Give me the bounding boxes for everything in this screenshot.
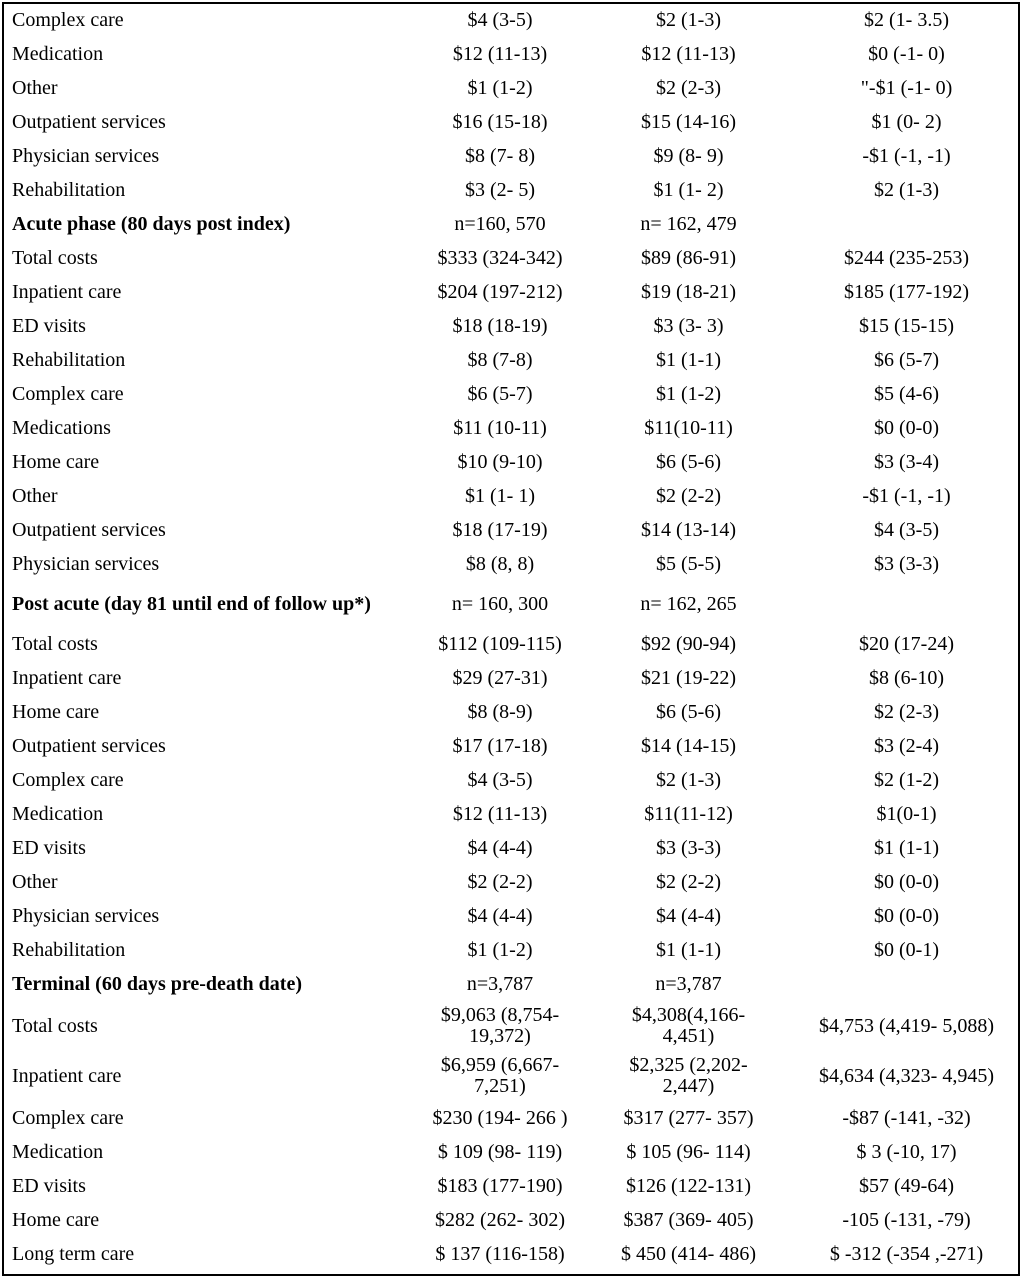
row-label-cell: Terminal (60 days pre-death date) (12, 973, 302, 995)
value-cell-c4: $4,753 (4,419- 5,088) (819, 1014, 994, 1037)
table-row (2, 71, 1020, 105)
value-cell-c2: $18 (18-19) (452, 315, 548, 337)
table-row (2, 1135, 1020, 1169)
row-label-cell: Complex care (12, 9, 124, 31)
value-cell-c4: $15 (15-15) (859, 315, 954, 337)
value-cell-c4: $8 (6-10) (869, 667, 944, 689)
value-cell-c4: $0 (0-0) (874, 871, 939, 893)
value-cell-c2: $12 (11-13) (452, 43, 548, 65)
value-cell-c2: $6 (5-7) (467, 383, 533, 405)
value-cell-c4: $185 (177-192) (844, 281, 969, 303)
value-cell-c3: $4,308(4,166- 4,451) (631, 1004, 746, 1047)
table-row (2, 309, 1020, 343)
row-label-cell: Home care (12, 451, 100, 473)
value-cell-c3: $19 (18-21) (641, 281, 736, 303)
row-label-cell: ED visits (12, 315, 86, 337)
table-row (2, 627, 1020, 661)
value-cell-c4 (781, 967, 1020, 1001)
value-cell-c2: $8 (8-9) (467, 701, 533, 723)
row-label-cell: Physician services (12, 145, 160, 167)
table-row (2, 1001, 1020, 1051)
value-cell-c3: n=3,787 (655, 973, 722, 995)
value-cell-c3: $11(10-11) (644, 417, 733, 439)
value-cell-c2: $11 (10-11) (453, 417, 547, 439)
row-label-cell: Rehabilitation (12, 939, 126, 961)
value-cell-c3: $12 (11-13) (641, 43, 736, 65)
table-row (2, 173, 1020, 207)
value-cell-c3: $2 (1-3) (656, 9, 721, 31)
row-label-cell: Post acute (day 81 until end of follow up*) (12, 592, 371, 615)
value-cell-c3: $11(11-12) (644, 803, 733, 825)
row-label-cell: Inpatient care (12, 1064, 122, 1087)
table-row (2, 695, 1020, 729)
value-cell-c4: $1 (1-1) (874, 837, 939, 859)
table-row (2, 933, 1020, 967)
value-cell-c2: $282 (262- 302) (435, 1209, 565, 1231)
table-row (2, 1169, 1020, 1203)
table-row (2, 275, 1020, 309)
value-cell-c4: -$1 (-1, -1) (862, 145, 951, 167)
row-label-cell: Physician services (12, 553, 160, 575)
value-cell-c4: $4,634 (4,323- 4,945) (819, 1064, 994, 1087)
value-cell-c3: $1 (1-1) (656, 349, 721, 371)
row-label-cell: Acute phase (80 days post index) (12, 213, 291, 235)
table-row (2, 3, 1020, 37)
value-cell-c2: $2 (2-2) (467, 871, 533, 893)
value-cell-c4: $0 (0-0) (874, 417, 939, 439)
row-label-cell: Other (12, 871, 58, 893)
value-cell-c3: $9 (8- 9) (653, 145, 724, 167)
row-label-cell: Medications (12, 417, 111, 439)
value-cell-c4: $0 (0-1) (874, 939, 939, 961)
value-cell-c2: $4 (4-4) (467, 905, 533, 927)
value-cell-c4: $3 (3-3) (874, 553, 939, 575)
row-label-cell: Physician services (12, 905, 160, 927)
value-cell-c2: $6,959 (6,667- 7,251) (440, 1054, 560, 1097)
value-cell-c4: $ 3 (-10, 17) (856, 1141, 957, 1163)
value-cell-c3: $2 (2-3) (656, 77, 721, 99)
row-label-cell: Total costs (12, 1014, 98, 1037)
value-cell-c3: $2 (1-3) (656, 769, 721, 791)
value-cell-c2: $8 (8, 8) (465, 553, 535, 575)
row-label-cell: Medication (12, 43, 104, 65)
value-cell-c4: $4 (3-5) (874, 519, 939, 541)
row-label-cell: Rehabilitation (12, 179, 126, 201)
row-label-cell: Home care (12, 701, 100, 723)
value-cell-c3: $387 (369- 405) (623, 1209, 754, 1231)
value-cell-c4: "-$1 (-1- 0) (860, 77, 953, 99)
value-cell-c2: $12 (11-13) (452, 803, 548, 825)
table-row (2, 797, 1020, 831)
value-cell-c4: $20 (17-24) (859, 633, 954, 655)
value-cell-c4: -$87 (-141, -32) (842, 1107, 971, 1129)
row-label-cell: Outpatient services (12, 735, 166, 757)
row-label-cell: Medication (12, 1141, 104, 1163)
value-cell-c3: $1 (1-1) (656, 939, 721, 961)
row-label-cell: ED visits (12, 837, 86, 859)
cost-table-body (2, 3, 1020, 1271)
value-cell-c2: $ 109 (98- 119) (437, 1141, 563, 1163)
value-cell-c3: $1 (1- 2) (653, 179, 724, 201)
value-cell-c2: $16 (15-18) (452, 111, 548, 133)
section-header-row (2, 207, 1020, 241)
value-cell-c3: $4 (4-4) (656, 905, 721, 927)
row-label-cell: Inpatient care (12, 281, 122, 303)
row-label-cell: Long term care (12, 1243, 135, 1265)
row-label-cell: Complex care (12, 1107, 124, 1129)
row-label-cell: Complex care (12, 383, 124, 405)
value-cell-c2: $4 (3-5) (467, 769, 533, 791)
value-cell-c3: $2 (2-2) (656, 485, 721, 507)
table-row (2, 139, 1020, 173)
table-row (2, 661, 1020, 695)
value-cell-c2: $230 (194- 266 ) (432, 1107, 568, 1129)
value-cell-c4: $57 (49-64) (859, 1175, 954, 1197)
value-cell-c2: $17 (17-18) (452, 735, 548, 757)
row-label-cell: Home care (12, 1209, 100, 1231)
value-cell-c2: $8 (7- 8) (465, 145, 535, 167)
value-cell-c3: $317 (277- 357) (623, 1107, 754, 1129)
value-cell-c2: $9,063 (8,754- 19,372) (440, 1004, 560, 1047)
row-label-cell: Inpatient care (12, 667, 122, 689)
value-cell-c4: $244 (235-253) (844, 247, 969, 269)
value-cell-c3: $92 (90-94) (641, 633, 736, 655)
value-cell-c3: $3 (3- 3) (653, 315, 724, 337)
table-row (2, 1101, 1020, 1135)
value-cell-c2: $333 (324-342) (437, 247, 563, 269)
value-cell-c2: n=160, 570 (454, 213, 546, 235)
value-cell-c4 (781, 207, 1020, 241)
table-row (2, 241, 1020, 275)
value-cell-c3: $2,325 (2,202- 2,447) (629, 1054, 748, 1097)
value-cell-c2: $1 (1-2) (467, 939, 533, 961)
value-cell-c2: $10 (9-10) (457, 451, 543, 473)
value-cell-c4: $2 (1- 3.5) (864, 9, 949, 31)
value-cell-c2: n=3,787 (466, 973, 534, 995)
value-cell-c4: $ -312 (-354 ,-271) (829, 1243, 984, 1265)
value-cell-c4: $3 (2-4) (874, 735, 939, 757)
value-cell-c3: $5 (5-5) (656, 553, 721, 575)
value-cell-c4: -$1 (-1, -1) (862, 485, 951, 507)
value-cell-c3: n= 162, 479 (640, 213, 737, 235)
value-cell-c3: $3 (3-3) (656, 837, 721, 859)
row-label-cell: Total costs (12, 247, 98, 269)
value-cell-c3: $15 (14-16) (641, 111, 736, 133)
value-cell-c2: $1 (1-2) (467, 77, 533, 99)
value-cell-c2: $8 (7-8) (467, 349, 533, 371)
table-row (2, 513, 1020, 547)
value-cell-c3: $21 (19-22) (641, 667, 736, 689)
value-cell-c2: $4 (4-4) (467, 837, 533, 859)
row-label-cell: Other (12, 485, 58, 507)
value-cell-c3: n= 162, 265 (640, 592, 737, 615)
table-row (2, 479, 1020, 513)
row-label-cell: Outpatient services (12, 519, 166, 541)
value-cell-c4: $3 (3-4) (874, 451, 939, 473)
value-cell-c4: $0 (0-0) (874, 905, 939, 927)
row-label-cell: Rehabilitation (12, 349, 126, 371)
value-cell-c2: $29 (27-31) (452, 667, 548, 689)
value-cell-c2: $204 (197-212) (437, 281, 563, 303)
value-cell-c4: -105 (-131, -79) (842, 1209, 971, 1231)
value-cell-c2: $4 (3-5) (467, 9, 533, 31)
value-cell-c2: $3 (2- 5) (465, 179, 535, 201)
value-cell-c3: $14 (14-15) (641, 735, 736, 757)
table-row (2, 763, 1020, 797)
value-cell-c3: $2 (2-2) (656, 871, 721, 893)
table-row (2, 343, 1020, 377)
value-cell-c3: $ 105 (96- 114) (626, 1141, 751, 1163)
table-row (2, 377, 1020, 411)
table-row (2, 37, 1020, 71)
table-row (2, 445, 1020, 479)
value-cell-c2: $ 137 (116-158) (435, 1243, 565, 1265)
section-header-row (2, 967, 1020, 1001)
value-cell-c2: $183 (177-190) (437, 1175, 563, 1197)
row-label-cell: ED visits (12, 1175, 86, 1197)
table-row (2, 1203, 1020, 1237)
table-row (2, 1237, 1020, 1271)
table-row (2, 865, 1020, 899)
value-cell-c4: $1(0-1) (876, 803, 937, 825)
table-row (2, 105, 1020, 139)
value-cell-c4: $2 (1-3) (874, 179, 939, 201)
section-header-row (2, 581, 1020, 627)
value-cell-c2: n= 160, 300 (451, 592, 549, 615)
table-row (2, 547, 1020, 581)
value-cell-c3: $ 450 (414- 486) (621, 1243, 756, 1265)
value-cell-c4: $6 (5-7) (874, 349, 939, 371)
value-cell-c4: $2 (1-2) (874, 769, 939, 791)
value-cell-c4: $2 (2-3) (874, 701, 939, 723)
value-cell-c4: $5 (4-6) (874, 383, 939, 405)
value-cell-c3: $1 (1-2) (656, 383, 721, 405)
value-cell-c4 (781, 581, 1020, 627)
table-row (2, 1051, 1020, 1101)
value-cell-c3: $6 (5-6) (656, 701, 721, 723)
table-row (2, 899, 1020, 933)
row-label-cell: Outpatient services (12, 111, 166, 133)
value-cell-c2: $112 (109-115) (438, 633, 562, 655)
table-row (2, 831, 1020, 865)
table-row (2, 411, 1020, 445)
value-cell-c2: $18 (17-19) (452, 519, 548, 541)
value-cell-c3: $89 (86-91) (641, 247, 736, 269)
row-label-cell: Total costs (12, 633, 98, 655)
cost-table (2, 3, 1020, 1271)
value-cell-c2: $1 (1- 1) (465, 485, 535, 507)
row-label-cell: Complex care (12, 769, 124, 791)
value-cell-c3: $6 (5-6) (656, 451, 721, 473)
table-row (2, 729, 1020, 763)
value-cell-c3: $14 (13-14) (641, 519, 736, 541)
value-cell-c3: $126 (122-131) (626, 1175, 751, 1197)
value-cell-c4: $0 (-1- 0) (868, 43, 945, 65)
row-label-cell: Other (12, 77, 58, 99)
value-cell-c4: $1 (0- 2) (871, 111, 942, 133)
row-label-cell: Medication (12, 803, 104, 825)
